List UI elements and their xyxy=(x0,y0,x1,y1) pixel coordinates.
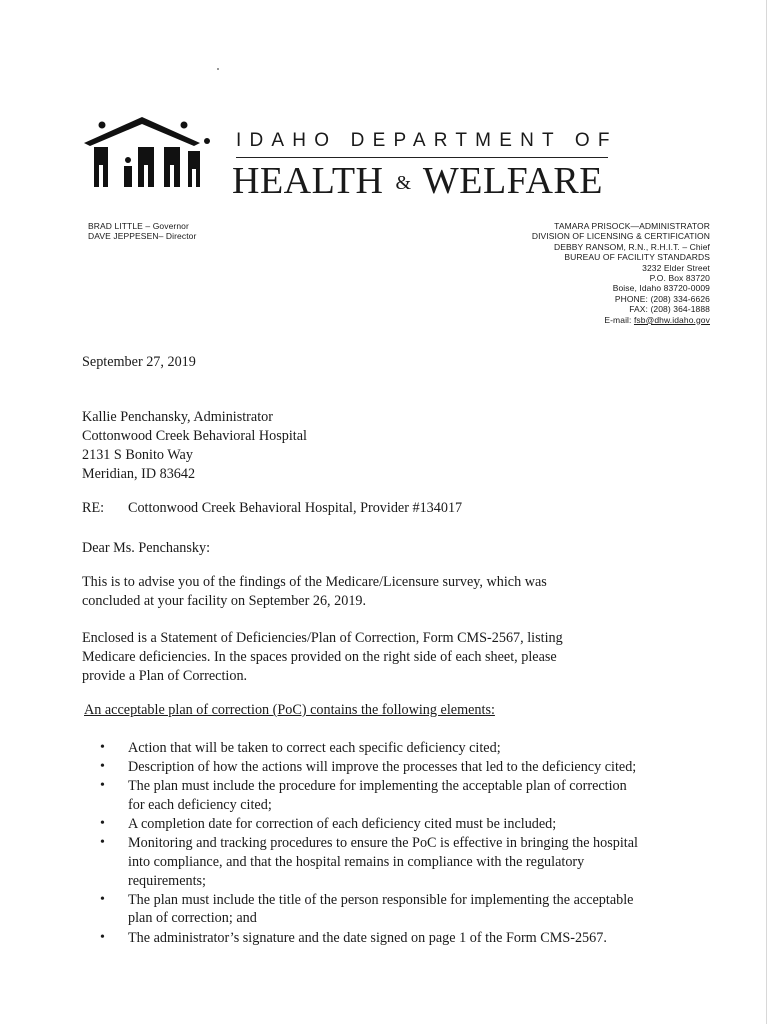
list-item-line: into compliance, and that the hospital remains in compliance with the regulatory xyxy=(128,853,585,870)
list-item-line: for each deficiency cited; xyxy=(128,796,272,813)
bullet-icon: • xyxy=(100,891,105,907)
department-name-line2 xyxy=(232,158,603,206)
salutation: Dear Ms. Penchansky: xyxy=(82,540,211,556)
dept-ampersand: & xyxy=(395,172,412,194)
dept-welfare: WELFARE xyxy=(422,160,603,202)
official-administrator: TAMARA PRISOCK—ADMINISTRATOR xyxy=(554,221,710,231)
po-box: P.O. Box 83720 xyxy=(649,273,710,284)
recipient-address xyxy=(82,408,307,484)
official-director: DAVE JEPPESEN– Director xyxy=(88,231,197,241)
list-item-line: The administrator’s signature and the date signed on page 1 of the Form CMS-2567. xyxy=(128,929,607,946)
list-item xyxy=(96,891,716,928)
recipient-name: Kallie Penchansky, Administrator xyxy=(82,409,273,425)
letter-date: September 27, 2019 xyxy=(82,354,196,370)
list-item-line: Description of how the actions will improve the processes that led to the deficiency cited; xyxy=(128,759,637,776)
street-address: 3232 Elder Street xyxy=(642,262,710,273)
list-item-line: Monitoring and tracking procedures to ensure the PoC is effective in bringing the hospital xyxy=(128,835,638,852)
bureau-name: BUREAU OF FACILITY STANDARDS xyxy=(564,252,710,263)
re-subject: Cottonwood Creek Behavioral Hospital, Provider #134017 xyxy=(128,500,463,516)
official-governor: BRAD LITTLE – Governor xyxy=(88,221,189,231)
recipient-organization: Cottonwood Creek Behavioral Hospital xyxy=(82,428,307,444)
recipient-city: Meridian, ID 83642 xyxy=(82,466,196,482)
list-item xyxy=(96,777,716,814)
list-item-line: A completion date for correction of each deficiency cited must be included; xyxy=(128,816,557,833)
recipient-street: 2131 S Bonito Way xyxy=(82,447,193,463)
scan-speck xyxy=(217,68,219,70)
email-line xyxy=(532,315,710,325)
city-state-zip: Boise, Idaho 83720-0009 xyxy=(612,283,710,294)
list-item xyxy=(96,758,716,777)
list-item-line: The plan must include the title of the person responsible for implementing the acceptable xyxy=(128,891,634,908)
fax-number: FAX: (208) 364-1888 xyxy=(629,304,710,315)
left-officials-block xyxy=(88,221,196,241)
paragraph-enclosure xyxy=(82,629,563,686)
list-item-line: The plan must include the procedure for implementing the acceptable plan of correction xyxy=(128,778,627,795)
bullet-icon: • xyxy=(100,816,105,832)
list-item-line: Action that will be taken to correct each specific deficiency cited; xyxy=(128,740,501,756)
list-item xyxy=(96,834,716,890)
official-chief: DEBBY RANSOM, R.N., R.H.I.T. – Chief xyxy=(553,241,710,252)
division-name: DIVISION OF LICENSING & CERTIFICATION xyxy=(531,231,710,242)
department-name-line1: IDAHO DEPARTMENT OF xyxy=(236,130,618,151)
paragraph-line: provide a Plan of Correction. xyxy=(82,668,248,684)
poc-elements-heading: An acceptable plan of correction (PoC) contains the following elements: xyxy=(84,702,495,718)
bullet-icon: • xyxy=(100,835,105,851)
poc-elements-list xyxy=(96,739,716,948)
right-officials-block xyxy=(532,221,710,325)
list-item-line: requirements; xyxy=(128,872,207,889)
paragraph-line: This is to advise you of the findings of the Medicare/Licensure survey, which was xyxy=(82,574,547,590)
list-item xyxy=(96,739,716,758)
phone-number: PHONE: (208) 334-6626 xyxy=(614,293,710,304)
paragraph-line: concluded at your facility on September 26, 2019. xyxy=(82,593,367,609)
email-label: E-mail: xyxy=(604,314,634,325)
bullet-icon: • xyxy=(100,759,105,775)
paragraph-line: Medicare deficiencies. In the spaces provided on the right side of each sheet, please xyxy=(82,649,557,665)
list-item xyxy=(96,929,716,948)
paragraph-line: Enclosed is a Statement of Deficiencies/Plan of Correction, Form CMS-2567, listing xyxy=(82,630,563,646)
bullet-icon: • xyxy=(100,740,105,755)
dept-health: HEALTH xyxy=(232,160,384,202)
bullet-icon: • xyxy=(100,929,105,945)
list-item xyxy=(96,815,716,834)
re-label: RE: xyxy=(82,500,105,516)
bullet-icon: • xyxy=(100,778,105,794)
scan-edge-line xyxy=(766,0,767,1024)
family-figures-logo-icon xyxy=(80,113,215,193)
list-item-line: plan of correction; and xyxy=(128,910,257,927)
paragraph-findings xyxy=(82,573,547,611)
email-link[interactable]: fsb@dhw.idaho.gov xyxy=(633,314,710,325)
